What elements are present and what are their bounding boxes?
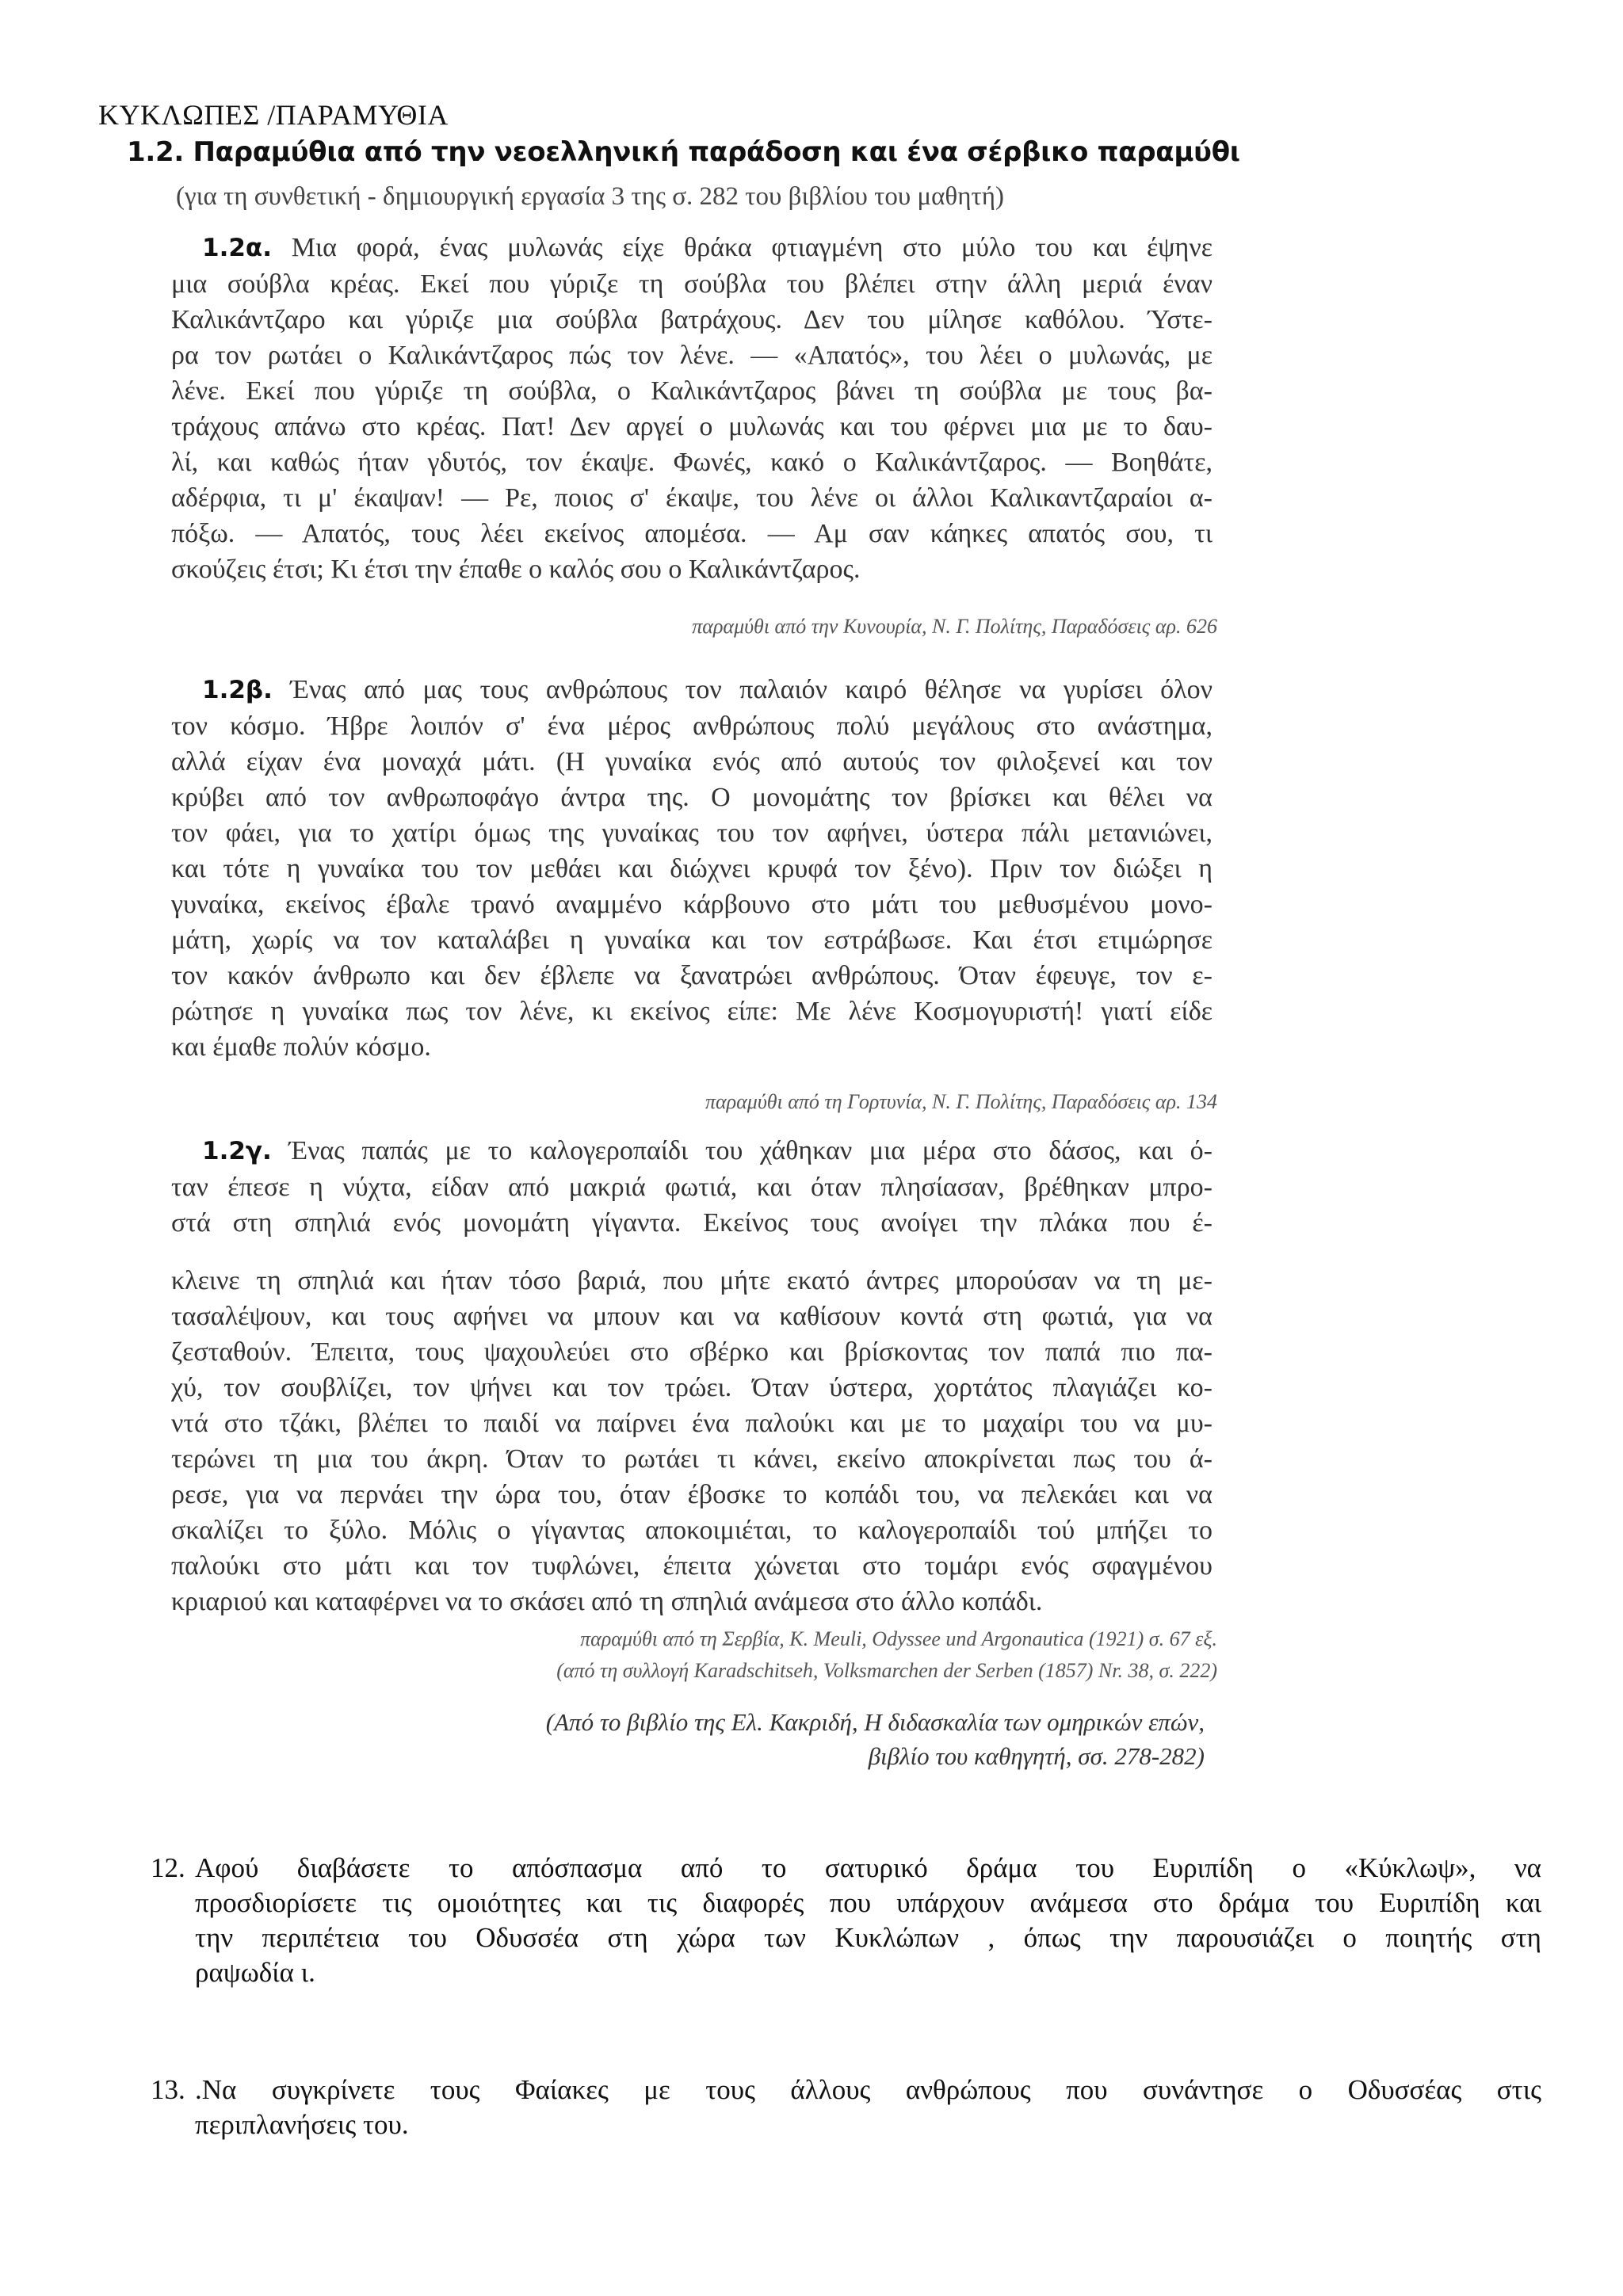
tale-c-continued <box>171 1263 1212 1619</box>
tale-a-line: λένε. Εκεί που γύριζε τη σούβλα, ο Καλικάντζαρος βάνει τη σούβλα με τους βα- <box>171 376 1212 406</box>
tale-b-line: κρύβει από τον ανθρωποφάγο άντρα της. Ο μονομάτης τον βρίσκει και θέλει να <box>171 783 1212 812</box>
book-citation-line: βιβλίο του καθηγητή, σσ. 278-282) <box>868 1742 1205 1770</box>
question-line: .Να συγκρίνετε τους Φαίακες με τους άλλους ανθρώπους που συνάντησε ο Οδυσσέας στις <box>195 2074 1541 2105</box>
tale-a-line: μια σούβλα κρέας. Εκεί που γύριζε τη σούβλα του βλέπει στην άλλη μεριά έναν <box>171 269 1212 299</box>
tale-b-citation: παραμύθι από τη Γορτυνία, Ν. Γ. Πολίτης, Παραδόσεις αρ. 134 <box>705 1090 1217 1113</box>
tale-a-line: 1.2α. Μια φορά, ένας μυλωνάς είχε θράκα φτιαγμένη στο μύλο του και έψηνε <box>202 233 1212 262</box>
question-line: περιπλανήσεις του. <box>195 2109 409 2140</box>
tale-b-line: και έμαθε πολύν κόσμο. <box>171 1032 431 1062</box>
tale-c-line: σκαλίζει το ξύλο. Μόλις ο γίγαντας αποκοιμιέται, το καλογεροπαίδι τού μπήζει το <box>171 1516 1212 1545</box>
question-line: την περιπέτεια του Οδυσσέα στη χώρα των Κυκλώπων , όπως την παρουσιάζει ο ποιητής στη <box>195 1922 1541 1953</box>
tale-b-line: τον κακόν άνθρωπο και δεν έβλεπε να ξανατρώει ανθρώπους. Όταν έφευγε, τον ε- <box>171 961 1212 990</box>
tale-a-line: τράχους απάνω στο κρέας. Πατ! Δεν αργεί ο μυλωνάς και του φέρνει μια με το δαυ- <box>171 412 1212 441</box>
book-citation-line: (Από το βιβλίο της Ελ. Κακριδή, Η διδασκαλία των ομηρικών επών, <box>545 1708 1205 1736</box>
tale-b-line: γυναίκα, εκείνος έβαλε τρανό αναμμένο κάρβουνο στο μάτι του μεθυσμένου μονο- <box>171 890 1212 919</box>
tale-a-line: ρα τον ρωτάει ο Καλικάντζαρος πώς τον λένε. — «Απατός», του λέει ο μυλωνάς, με <box>171 341 1212 370</box>
tale-a-line: σκούζεις έτσι; Κι έτσι την έπαθε ο καλός σου ο Καλικάντζαρος. <box>171 555 861 584</box>
tale-b-line: τον κόσμο. Ήβρε λοιπόν σ' ένα μέρος ανθρώπους πολύ μεγάλους στο ανάστημα, <box>171 711 1212 741</box>
tale-b-line: τον φάει, για το χατίρι όμως της γυναίκας του τον αφήνει, ύστερα πάλι μετανιώνει, <box>171 818 1212 848</box>
tale-a-line: λί, και καθώς ήταν γδυτός, τον έκαψε. Φωνές, κακό ο Καλικάντζαρος. — Βοηθάτε, <box>171 448 1212 477</box>
question-number: 12. <box>151 1852 185 1883</box>
book-citation <box>171 1705 1205 1773</box>
section-subtitle: (για τη συνθετική - δημιουργική εργασία 3 της σ. 282 του βιβλίου του μαθητή) <box>176 182 1004 211</box>
tale-c-line: 1.2γ. Ένας παπάς με το καλογεροπαίδι του χάθηκαν μια μέρα στο δάσος, και ό- <box>202 1136 1212 1165</box>
tale-b-line: αλλά είχαν ένα μοναχά μάτι. (Η γυναίκα ενός από αυτούς τον φιλοξενεί και τον <box>171 747 1212 776</box>
question-12 <box>151 1851 1541 1990</box>
tale-a-label: 1.2α. <box>202 234 272 262</box>
tale-c-citation-2: (από τη συλλογή Karadschitseh, Volksmarchen der Serben (1857) Nr. 38, σ. 222) <box>556 1659 1217 1682</box>
question-line: ραψωδία ι. <box>195 1957 315 1988</box>
tale-c-line: παλούκι στο μάτι και τον τυφλώνει, έπειτα χώνεται στο τομάρι ενός σφαγμένου <box>171 1551 1212 1581</box>
tale-c-line: ταν έπεσε η νύχτα, είδαν από μακριά φωτιά, και όταν πλησίασαν, βρέθηκαν μπρο- <box>171 1173 1212 1202</box>
tale-c-line: ρεσε, για να περνάει την ώρα του, όταν έβοσκε το κοπάδι του, να πελεκάει και να <box>171 1480 1212 1509</box>
tale-c-line: τασαλέψουν, και τους αφήνει να μπουν και να καθίσουν κοντά στη φωτιά, για να <box>171 1302 1212 1331</box>
tale-c-line: στά στη σπηλιά ενός μονομάτη γίγαντα. Εκείνος τους ανοίγει την πλάκα που έ- <box>171 1208 1212 1238</box>
tale-b-line: ρώτησε η γυναίκα πως τον λένε, κι εκείνος είπε: Με λένε Κοσμογυριστή! γιατί είδε <box>171 997 1212 1026</box>
tale-c-citation-1: παραμύθι από τη Σερβία, K. Meuli, Odyssee und Argonautica (1921) σ. 67 εξ. <box>580 1627 1217 1650</box>
section-title: 1.2. Παραμύθια από την νεοελληνική παράδοση και ένα σέρβικο παραμύθι <box>127 136 1240 168</box>
tale-a <box>171 230 1212 587</box>
question-text <box>195 1851 1541 1990</box>
tale-c-line: χύ, τον σουβλίζει, τον ψήνει και τον τρώει. Όταν ύστερα, χορτάτος πλαγιάζει κο- <box>171 1373 1212 1402</box>
question-line: Αφού διαβάσετε το απόσπασμα από το σατυρικό δράμα του Ευριπίδη ο «Κύκλωψ», να <box>195 1852 1541 1883</box>
tale-b <box>171 672 1212 1065</box>
question-text <box>195 2073 1541 2142</box>
tale-c <box>171 1133 1212 1241</box>
tale-c-line: ζεσταθούν. Έπειτα, τους ψαχουλεύει στο σβέρκο και βρίσκοντας τον παπά πιο πα- <box>171 1337 1212 1367</box>
page-header: ΚΥΚΛΩΠΕΣ /ΠΑΡΑΜΥΘΙΑ <box>98 99 449 131</box>
tale-a-line: Καλικάντζαρο και γύριζε μια σούβλα βατράχους. Δεν του μίλησε καθόλου. Ύστε- <box>171 305 1212 334</box>
tale-a-line: αδέρφια, τι μ' έκαψαν! — Ρε, ποιος σ' έκαψε, του λένε οι άλλοι Καλικαντζαραίοι α- <box>171 483 1212 513</box>
question-line: προσδιορίσετε τις ομοιότητες και τις διαφορές που υπάρχουν ανάμεσα στο δράμα του Ευριπίδη και <box>195 1887 1541 1918</box>
tale-c-line: κλεινε τη σπηλιά και ήταν τόσο βαριά, που μήτε εκατό άντρες μπορούσαν να τη με- <box>171 1266 1212 1295</box>
tale-b-line: και τότε η γυναίκα του τον μεθάει και διώχνει κρυφά τον ξένο). Πριν τον διώξει η <box>171 854 1212 883</box>
tale-c-line: τερώνει τη μια του άκρη. Όταν το ρωτάει τι κάνει, εκείνο αποκρίνεται πως του ά- <box>171 1444 1212 1474</box>
tale-b-line: 1.2β. Ένας από μας τους ανθρώπους τον παλαιόν καιρό θέλησε να γυρίσει όλον <box>202 675 1212 704</box>
question-number: 13. <box>151 2074 185 2105</box>
tale-b-label: 1.2β. <box>202 676 273 704</box>
tale-c-line: κριαριού και καταφέρνει να το σκάσει από τη σπηλιά ανάμεσα στο άλλο κοπάδι. <box>171 1587 1043 1616</box>
tale-a-citation: παραμύθι από την Κυνουρία, Ν. Γ. Πολίτης, Παραδόσεις αρ. 626 <box>692 615 1217 638</box>
tale-c-label: 1.2γ. <box>202 1137 272 1165</box>
tale-a-line: πόξω. — Απατός, τους λέει εκείνος απομέσα. — Αμ σαν κάηκες απατός σου, τι <box>171 519 1212 548</box>
tale-c-line: ντά στο τζάκι, βλέπει το παιδί να παίρνει ένα παλούκι και με το μαχαίρι του να μυ- <box>171 1409 1212 1438</box>
tale-b-line: μάτη, χωρίς να τον καταλάβει η γυναίκα και τον εστράβωσε. Και έτσι ετιμώρησε <box>171 925 1212 955</box>
question-13 <box>151 2073 1541 2142</box>
